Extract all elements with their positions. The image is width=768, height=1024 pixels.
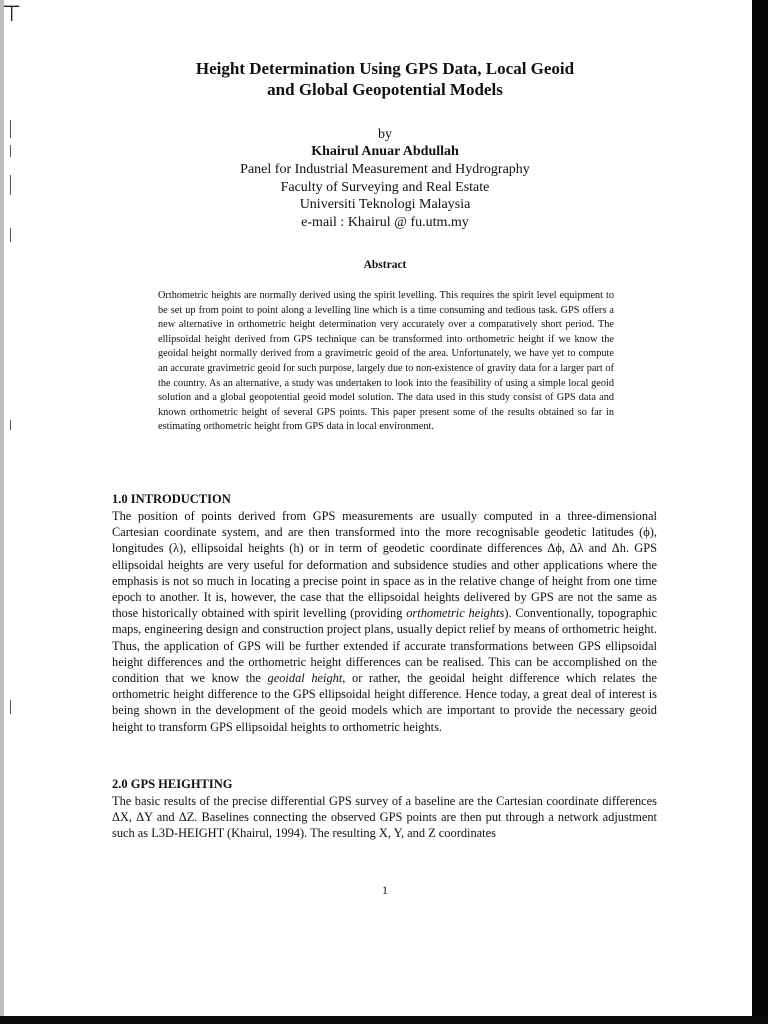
affiliation-block [150, 161, 620, 231]
scan-tick-mark [10, 120, 11, 138]
scan-tick-mark [10, 700, 11, 714]
title-line-2: and Global Geopotential Models [267, 80, 503, 99]
scan-tick-mark [10, 420, 11, 430]
affiliation-faculty: Faculty of Surveying and Real Estate [280, 179, 490, 195]
author-name: Khairul Anuar Abdullah [311, 144, 459, 159]
scan-tick-mark [10, 228, 11, 242]
scan-left-edge [0, 0, 4, 1024]
scan-bottom-edge [0, 1016, 768, 1024]
section-2-heading: 2.0 GPS HEIGHTING [112, 777, 233, 791]
scan-tick-mark [10, 175, 11, 195]
scan-tick-mark [10, 145, 11, 157]
abstract-text: Orthometric heights are normally derived using the spirit levelling. This requires the spirit level equipment to be set up from point to point along a levelling line which is a time consuming and tedious task. GPS offers a new alternative in orthometric height determination very accurately over a comparatively short period. The ellipsoidal height derived from GPS technique can be transformed into orthometric height if we know the geoidal height normally derived from a gravimetric geoid of the area. Unfortunately, we have yet to compute an accurate gravimetric geoid for such purpose, largely due to non-existence of gravity data for a larger part of the country. As an alternative, a study was undertaken to look into the feasibility of using a simple local geoid solution and a global geopotential geoid model solution. The data used in this study consist of GPS data and known orthometric height of several GPS points. This paper present some of the results obtained so far in estimating orthometric height from GPS data in local environment. [158, 290, 614, 433]
scan-corner-mark: ⊤ [2, 2, 22, 27]
title-line-1: Height Determination Using GPS Data, Local Geoid [195, 59, 575, 78]
abstract-heading: Abstract [363, 259, 407, 271]
paper-title [150, 58, 620, 100]
section-1-heading: 1.0 INTRODUCTION [112, 492, 231, 506]
page-number: 1 [382, 883, 388, 897]
byline: by [378, 127, 392, 142]
section-1-emphasis-orthometric: orthometric heights [406, 606, 505, 621]
scan-right-edge [752, 0, 768, 1024]
section-1-text-b: ). Conventionally, topographic maps, engineering design and construction project plans, usually depict relief by means of orthometric height. Thus, the application of GPS will be further extended if accurate transformations between GPS ellipsoidal height differences and the orthometric height differences can be realised. This can be accomplished on the condition that we know the [112, 606, 657, 686]
section-1-text-a: The position of points derived from GPS measurements are usually computed in a three-dimensional Cartesian coordinate system, and are then transformed into the more recognisable geodetic latitudes (ϕ), longitudes (λ), ellipsoidal heights (h) or in term of geodetic coordinate differences Δϕ, Δλ and Δh. GPS ellipsoidal heights are very useful for deformation and subsidence studies and other applications where the emphasis is not so much in locating a precise point in space as in the relative change of height from one time epoch to another. It is, however, the case that the ellipsoidal heights delivered by GPS are not the same as those historically obtained with spirit levelling (providing [112, 509, 657, 621]
section-2-body: The basic results of the precise differential GPS survey of a baseline are the Cartesian coordinate differences ΔX, ΔY and ΔZ. Baselines connecting the observed GPS points are then put through a network adjustment such as L3D-HEIGHT (Khairul, 1994). The resulting X, Y, and Z coordinates [112, 794, 657, 841]
affiliation-university: Universiti Teknologi Malaysia [299, 197, 471, 212]
affiliation-email: e-mail : Khairul @ fu.utm.my [301, 214, 469, 230]
section-1-text-c: or rather, the geoidal height difference which relates the orthometric height difference to the GPS ellipsoidal height difference. Hence today, a great deal of interest is being shown in the development of the geoid models which are important to provide the necessary geoid height to transform GPS ellipsoidal heights to orthometric heights. [112, 671, 657, 734]
section-1-body [112, 508, 657, 735]
affiliation-panel: Panel for Industrial Measurement and Hydrography [240, 162, 530, 177]
section-1-emphasis-geoidal: geoidal height, [267, 671, 346, 686]
